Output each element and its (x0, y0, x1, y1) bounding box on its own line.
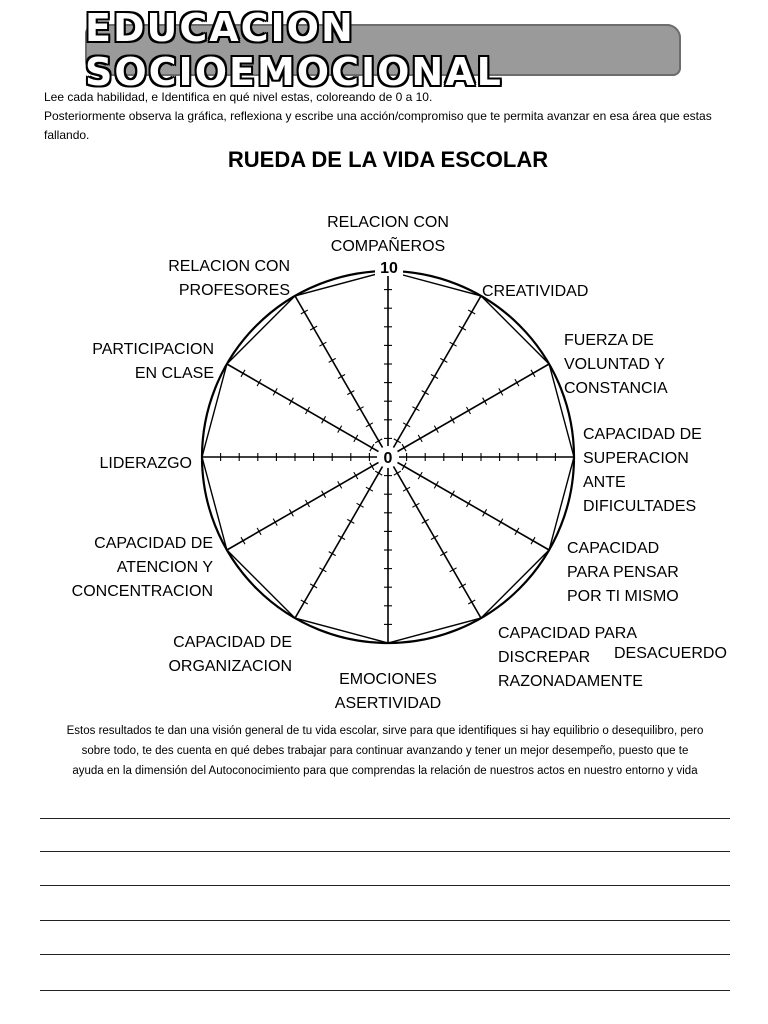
answer-line-3[interactable] (40, 885, 730, 886)
area-label-8-line-2: ORGANIZACION (168, 658, 292, 675)
area-label-5-line-2: PARA PENSAR (567, 564, 679, 581)
wheel-max-label: 10 (380, 260, 398, 277)
answer-line-5[interactable] (40, 954, 730, 955)
area-label-3-line-3: CONSTANCIA (564, 380, 668, 397)
conclusion-line-2: sobre todo, te des cuenta en qué debes trabajar para continuar avanzando y tener un mejor desempeño, puesto que te (81, 745, 689, 757)
area-label-4-line-2: SUPERACION (583, 450, 689, 467)
area-label-12-line-1: RELACION CON (168, 258, 290, 275)
area-label-5-line-1: CAPACIDAD (567, 540, 660, 557)
instructions-line-1: Lee cada habilidad, e Identifica en qué nivel estas, coloreando de 0 a 10. (44, 90, 433, 104)
conclusion-line-1: Estos resultados te dan una visión general de tu vida escolar, sirve para que identifiques si hay equilibrio o desequilibro, pero (66, 725, 704, 737)
area-label-11-line-1: PARTICIPACION (92, 341, 214, 358)
area-label-1-line-2: COMPAÑEROS (330, 238, 446, 255)
area-label-4-line-1: CAPACIDAD DE (583, 426, 702, 443)
area-label-5-line-3: POR TI MISMO (567, 588, 679, 605)
conclusion-text (30, 721, 740, 781)
area-label-9-line-3: CONCENTRACION (71, 583, 213, 600)
page-title: EDUCACION SOCIOEMOCIONAL (85, 6, 503, 94)
area-label-6-line-2: DISCREPAR (498, 649, 591, 666)
area-label-12-line-2: PROFESORES (178, 282, 290, 299)
area-label-6-note: DESACUERDO (614, 645, 727, 662)
answer-line-4[interactable] (40, 920, 730, 921)
area-label-6-line-1: CAPACIDAD PARA (498, 625, 637, 642)
answer-line-2[interactable] (40, 851, 730, 852)
area-label-2-line-1: CREATIVIDAD (482, 283, 589, 300)
area-label-4-line-4: DIFICULTADES (583, 498, 697, 515)
wheel-title: RUEDA DE LA VIDA ESCOLAR (227, 147, 549, 172)
area-label-1-line-1: RELACION CON (327, 214, 449, 231)
area-label-6-line-3: RAZONADAMENTE (498, 673, 643, 690)
area-label-7-line-2: ASERTIVIDAD (334, 695, 442, 712)
area-label-9-line-1: CAPACIDAD DE (94, 535, 213, 552)
area-label-8-line-1: CAPACIDAD DE (173, 634, 292, 651)
area-label-7-line-1: EMOCIONES (339, 671, 437, 688)
area-label-4-line-3: ANTE (583, 474, 626, 491)
area-label-3-line-2: VOLUNTAD Y (564, 356, 665, 373)
area-label-9-line-2: ATENCION Y (116, 559, 213, 576)
conclusion-line-3: ayuda en la dimensión del Autoconocimiento para que comprendas la relación de nuestros actos en nuestro entorno y vida (72, 765, 698, 777)
area-label-10-line-1: LIDERAZGO (99, 455, 192, 472)
area-label-11-line-2: EN CLASE (134, 365, 214, 382)
wheel-center-label: 0 (383, 450, 393, 467)
instructions-line-2: Posteriormente observa la gráfica, reflexiona y escribe una acción/compromiso que te permita avanzar en esa área que estas fallando. (44, 109, 712, 142)
answer-line-6[interactable] (40, 990, 730, 991)
answer-line-1[interactable] (40, 818, 730, 819)
area-label-3-line-1: FUERZA DE (564, 332, 654, 349)
